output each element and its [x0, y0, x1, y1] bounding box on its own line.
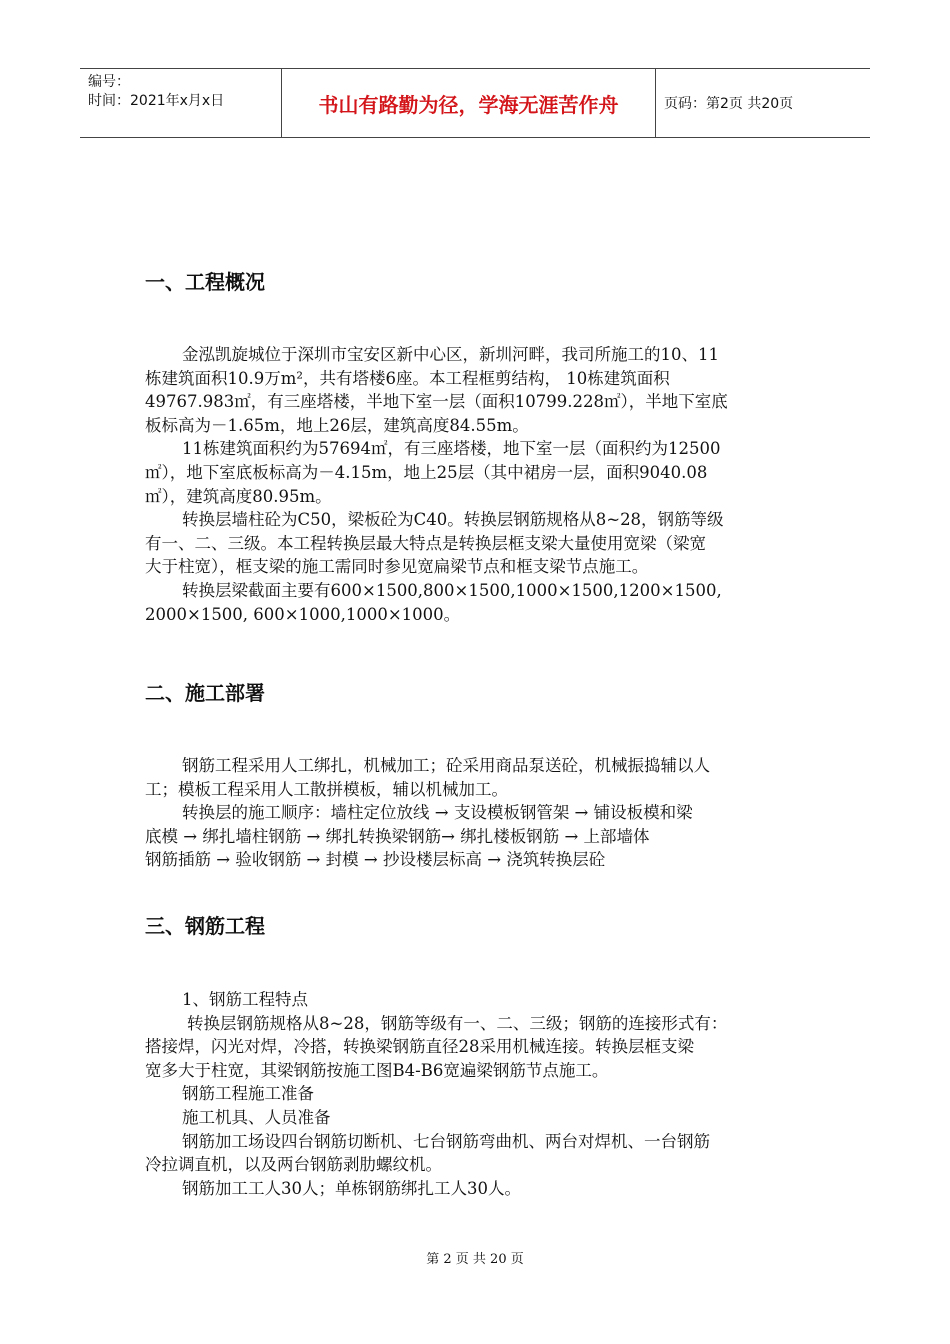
text-line: 转换层的施工顺序：墙柱定位放线 → 支设模板钢管架 → 铺设板模和梁: [182, 803, 693, 823]
paragraph-deployment: [145, 754, 805, 872]
text-line: 搭接焊，闪光对焊，冷搭，转换梁钢筋直径28采用机械连接。转换层框支梁: [145, 1037, 694, 1057]
text-line: 钢筋加工场设四台钢筋切断机、七台钢筋弯曲机、两台对焊机、一台钢筋: [182, 1131, 710, 1151]
header-page-info: 页码：第2页 共20页: [664, 96, 794, 112]
text-line: ㎡），建筑高度80.95m。: [145, 486, 332, 506]
page-header: [80, 68, 870, 138]
header-motto: 书山有路勤为径，学海无涯苦作舟: [282, 69, 656, 137]
text-line: 冷拉调直机，以及两台钢筋剥肋螺纹机。: [145, 1155, 442, 1175]
text-line: 金泓凯旋城位于深圳市宝安区新中心区，新圳河畔，我司所施工的10、11: [182, 345, 719, 364]
text-line: 工；模板工程采用人工散拼模板，辅以机械加工。: [145, 779, 508, 799]
text-line: 钢筋工程施工准备: [182, 1084, 314, 1104]
paragraph-overview-1: [145, 343, 805, 626]
text-line: 施工机具、人员准备: [182, 1107, 331, 1127]
text-line: 转换层钢筋规格从8~28，钢筋等级有一、二、三级；钢筋的连接形式有：: [187, 1013, 728, 1033]
text-line: 底模 → 绑扎墙柱钢筋 → 绑扎转换梁钢筋→ 绑扎楼板钢筋 → 上部墙体: [145, 826, 650, 846]
text-line: ㎡），地下室底板标高为－4.15m，地上25层（其中裙房一层，面积9040.08: [145, 462, 708, 482]
text-line: 大于柱宽），框支梁的施工需同时参见宽扁梁节点和框支梁节点施工。: [145, 557, 649, 577]
section-title-overview: 一、工程概况: [145, 270, 265, 294]
text-line: 转换层梁截面主要有600×1500,800×1500,1000×1500,1200×1500,: [182, 580, 722, 600]
text-line: 钢筋工程采用人工绑扎，机械加工；砼采用商品泵送砼，机械振捣辅以人: [182, 756, 710, 775]
text-line: 2000×1500, 600×1000,1000×1000。: [145, 604, 461, 624]
paragraph-rebar: [145, 988, 805, 1200]
text-line: 宽多大于柱宽，其梁钢筋按施工图B4-B6宽遍梁钢筋节点施工。: [145, 1060, 609, 1080]
time-label: 时间：2021年x月x日: [88, 93, 225, 109]
text-line: 转换层墙柱砼为C50，梁板砼为C40。转换层钢筋规格从8~28，钢筋等级: [182, 510, 724, 530]
text-line: 11栋建筑面积约为57694㎡，有三座塔楼，地下室一层（面积约为12500: [182, 439, 721, 459]
section-title-rebar: 三、钢筋工程: [145, 914, 265, 938]
text-line: 49767.983㎡，有三座塔楼，半地下室一层（面积10799.228㎡），半地下室底: [145, 392, 728, 412]
text-line: 钢筋插筋 → 验收钢筋 → 封模 → 抄设楼层标高 → 浇筑转换层砼: [145, 850, 606, 870]
text-line: 1、钢筋工程特点: [182, 990, 308, 1009]
text-line: 栋建筑面积10.9万m²，共有塔楼6座。本工程框剪结构， 10栋建筑面积: [145, 368, 670, 388]
header-meta: [80, 69, 282, 137]
text-line: 钢筋加工工人30人；单栋钢筋绑扎工人30人。: [182, 1178, 521, 1198]
section-title-deployment: 二、施工部署: [145, 681, 265, 705]
text-line: 有一、二、三级。本工程转换层最大特点是转换层框支梁大量使用宽梁（梁宽: [145, 533, 706, 553]
page-footer: 第 2 页 共 20 页: [426, 1252, 524, 1267]
number-label: 编号：: [88, 74, 130, 90]
text-line: 板标高为－1.65m，地上26层，建筑高度84.55m。: [145, 415, 529, 435]
